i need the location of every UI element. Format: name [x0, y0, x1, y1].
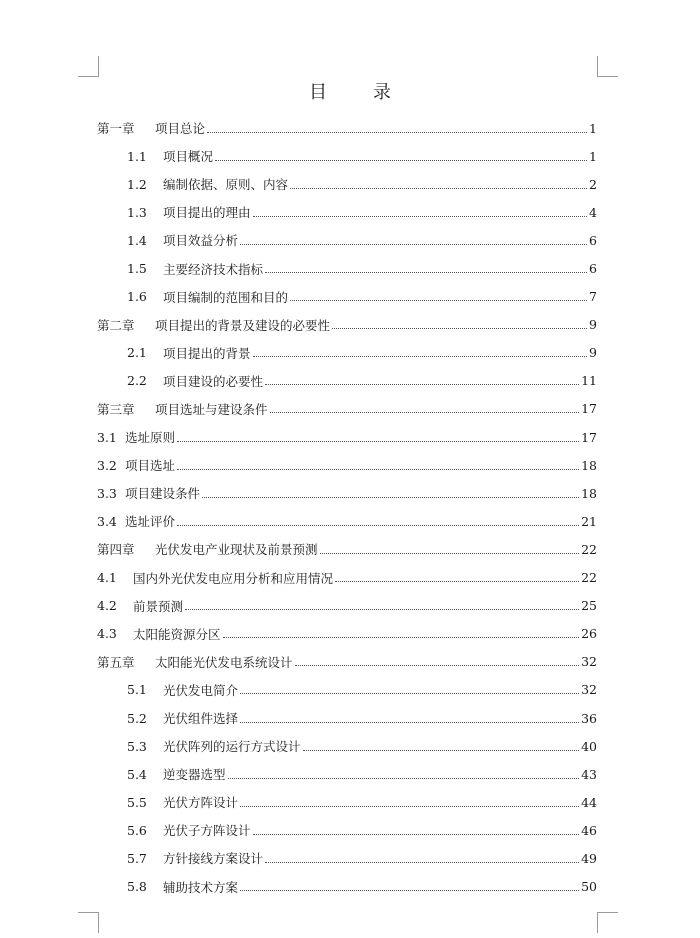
toc-entry[interactable]: [97, 423, 597, 451]
dot-leader: [240, 693, 579, 694]
toc-entry-number: 3.3: [97, 485, 117, 501]
toc-entry-page-number: 17: [581, 401, 597, 417]
toc-entry-number: 5.5: [127, 794, 147, 810]
toc-entry-title: 项目效益分析: [163, 233, 239, 249]
toc-entry[interactable]: [97, 620, 597, 648]
toc-entry-number: 第四章: [97, 542, 135, 558]
toc-entry-title: 太阳能光伏发电系统设计: [155, 654, 293, 670]
toc-entry-number: 5.3: [127, 738, 147, 754]
toc-entry-page-number: 32: [581, 654, 597, 670]
toc-entry[interactable]: [97, 367, 597, 395]
toc-entry-number: 第一章: [97, 121, 135, 137]
toc-entry[interactable]: [97, 816, 597, 844]
toc-entry-page-number: 9: [589, 317, 597, 333]
dot-leader: [265, 862, 579, 863]
dot-leader: [240, 890, 579, 891]
toc-entry-page-number: 2: [589, 176, 597, 192]
toc-entry-title: 光伏发电简介: [163, 682, 239, 698]
dot-leader: [223, 637, 580, 638]
dot-leader: [290, 300, 587, 301]
toc-entry-page-number: 25: [581, 598, 597, 614]
dot-leader: [215, 160, 587, 161]
toc-entry[interactable]: [97, 732, 597, 760]
toc-entry-title: 项目编制的范围和目的: [163, 289, 289, 305]
toc-entry[interactable]: [97, 844, 597, 872]
toc-entry-title: 光伏阵列的运行方式设计: [163, 739, 301, 755]
toc-entry-page-number: 36: [581, 710, 597, 726]
toc-entry-page-number: 17: [581, 429, 597, 445]
toc-entry-page-number: 46: [581, 822, 597, 838]
toc-entry-number: 第二章: [97, 317, 135, 333]
toc-entry-title: 前景预测: [133, 598, 184, 614]
toc-entry-title: 光伏发电产业现状及前景预测: [155, 542, 318, 558]
toc-entry-title: 光伏组件选择: [163, 711, 239, 727]
toc-entry[interactable]: [97, 760, 597, 788]
toc-entry-page-number: 18: [581, 485, 597, 501]
toc-entry[interactable]: [97, 564, 597, 592]
toc-entry-title: 太阳能资源分区: [133, 626, 221, 642]
toc-entry-page-number: 32: [581, 682, 597, 698]
dot-leader: [228, 778, 580, 779]
toc-entry[interactable]: [97, 254, 597, 282]
crop-mark-bottom-left: [78, 912, 99, 933]
toc-entry-title: 项目建设的必要性: [163, 373, 264, 389]
dot-leader: [320, 553, 580, 554]
toc-entry-number: 第五章: [97, 654, 135, 670]
toc-entry[interactable]: [97, 198, 597, 226]
toc-entry-number: 5.8: [127, 879, 147, 895]
toc-entry-title: 项目总论: [155, 121, 206, 137]
toc-entry[interactable]: [97, 339, 597, 367]
dot-leader: [177, 441, 579, 442]
toc-entry-page-number: 11: [581, 373, 597, 389]
dot-leader: [240, 722, 579, 723]
toc-entry[interactable]: [97, 788, 597, 816]
toc-entry-number: 1.5: [127, 261, 147, 277]
toc-entry-number: 1.2: [127, 176, 147, 192]
toc-entry-number: 2.2: [127, 373, 147, 389]
toc-entry[interactable]: [97, 704, 597, 732]
toc-entry-title: 项目提出的背景: [163, 345, 251, 361]
toc-entry-number: 1.1: [127, 148, 147, 164]
toc-entry-number: 4.1: [97, 570, 117, 586]
toc-entry-page-number: 22: [581, 570, 597, 586]
crop-mark-top-right: [597, 56, 618, 77]
toc-entry-title: 项目选址: [125, 458, 176, 474]
toc-entry-title: 光伏子方阵设计: [163, 823, 251, 839]
toc-entry[interactable]: [97, 873, 597, 901]
toc-entry-number: 第三章: [97, 401, 135, 417]
table-of-contents: [97, 114, 597, 901]
toc-entry-page-number: 26: [581, 626, 597, 642]
toc-entry-title: 项目建设条件: [125, 486, 201, 502]
toc-entry-title: 选址评价: [125, 514, 176, 530]
toc-entry-page-number: 18: [581, 457, 597, 473]
toc-entry[interactable]: [97, 114, 597, 142]
toc-entry[interactable]: [97, 311, 597, 339]
dot-leader: [202, 497, 579, 498]
dot-leader: [177, 469, 579, 470]
toc-entry-number: 4.3: [97, 626, 117, 642]
dot-leader: [240, 806, 579, 807]
toc-entry-title: 光伏方阵设计: [163, 795, 239, 811]
toc-entry-page-number: 9: [589, 345, 597, 361]
dot-leader: [303, 750, 580, 751]
toc-entry-number: 1.3: [127, 204, 147, 220]
dot-leader: [295, 665, 580, 666]
toc-entry-title: 方针接线方案设计: [163, 851, 264, 867]
toc-entry-number: 5.4: [127, 766, 147, 782]
toc-entry-page-number: 1: [589, 148, 597, 164]
toc-entry[interactable]: [97, 170, 597, 198]
toc-entry-page-number: 40: [581, 738, 597, 754]
toc-entry[interactable]: [97, 592, 597, 620]
toc-entry-title: 项目提出的背景及建设的必要性: [155, 317, 331, 333]
toc-entry-page-number: 1: [589, 120, 597, 136]
toc-entry[interactable]: [97, 142, 597, 170]
toc-entry[interactable]: [97, 479, 597, 507]
toc-entry-title: 项目选址与建设条件: [155, 401, 268, 417]
toc-entry[interactable]: [97, 451, 597, 479]
toc-entry-title: 项目提出的理由: [163, 205, 251, 221]
crop-mark-top-left: [78, 56, 99, 77]
toc-entry[interactable]: [97, 283, 597, 311]
toc-entry-number: 5.7: [127, 850, 147, 866]
toc-entry[interactable]: [97, 676, 597, 704]
dot-leader: [253, 834, 580, 835]
toc-entry-number: 1.4: [127, 232, 147, 248]
toc-entry-title: 选址原则: [125, 430, 176, 446]
dot-leader: [185, 609, 579, 610]
dot-leader: [265, 384, 579, 385]
toc-entry-page-number: 21: [581, 513, 597, 529]
toc-entry-page-number: 44: [581, 794, 597, 810]
toc-entry-number: 5.1: [127, 682, 147, 698]
toc-entry[interactable]: [97, 535, 597, 563]
toc-entry-number: 2.1: [127, 345, 147, 361]
toc-entry-title: 主要经济技术指标: [163, 261, 264, 277]
toc-entry-number: 3.4: [97, 513, 117, 529]
toc-entry-title: 编制依据、原则、内容: [163, 177, 289, 193]
toc-entry-page-number: 43: [581, 766, 597, 782]
dot-leader: [265, 272, 587, 273]
dot-leader: [270, 412, 580, 413]
dot-leader: [253, 216, 587, 217]
toc-entry-number: 4.2: [97, 598, 117, 614]
dot-leader: [207, 132, 587, 133]
toc-title: 目 录: [309, 82, 405, 103]
crop-mark-bottom-right: [597, 912, 618, 933]
toc-entry[interactable]: [97, 507, 597, 535]
toc-entry-title: 国内外光伏发电应用分析和应用情况: [133, 570, 334, 586]
dot-leader: [177, 525, 579, 526]
toc-entry-page-number: 7: [589, 289, 597, 305]
dot-leader: [253, 356, 587, 357]
toc-entry[interactable]: [97, 648, 597, 676]
toc-entry-page-number: 4: [589, 204, 597, 220]
toc-entry-page-number: 6: [589, 261, 597, 277]
dot-leader: [335, 581, 579, 582]
toc-entry-number: 3.2: [97, 457, 117, 473]
toc-entry[interactable]: [97, 395, 597, 423]
toc-entry-number: 5.2: [127, 710, 147, 726]
dot-leader: [332, 328, 587, 329]
toc-entry-page-number: 50: [581, 879, 597, 895]
toc-entry-page-number: 6: [589, 232, 597, 248]
toc-entry-number: 3.1: [97, 429, 117, 445]
dot-leader: [240, 244, 587, 245]
toc-entry-page-number: 49: [581, 850, 597, 866]
dot-leader: [290, 188, 587, 189]
toc-entry-title: 逆变器选型: [163, 767, 226, 783]
toc-entry-title: 辅助技术方案: [163, 879, 239, 895]
toc-entry-number: 5.6: [127, 822, 147, 838]
toc-entry-page-number: 22: [581, 541, 597, 557]
toc-entry-number: 1.6: [127, 289, 147, 305]
toc-entry-title: 项目概况: [163, 149, 214, 165]
toc-entry[interactable]: [97, 226, 597, 254]
